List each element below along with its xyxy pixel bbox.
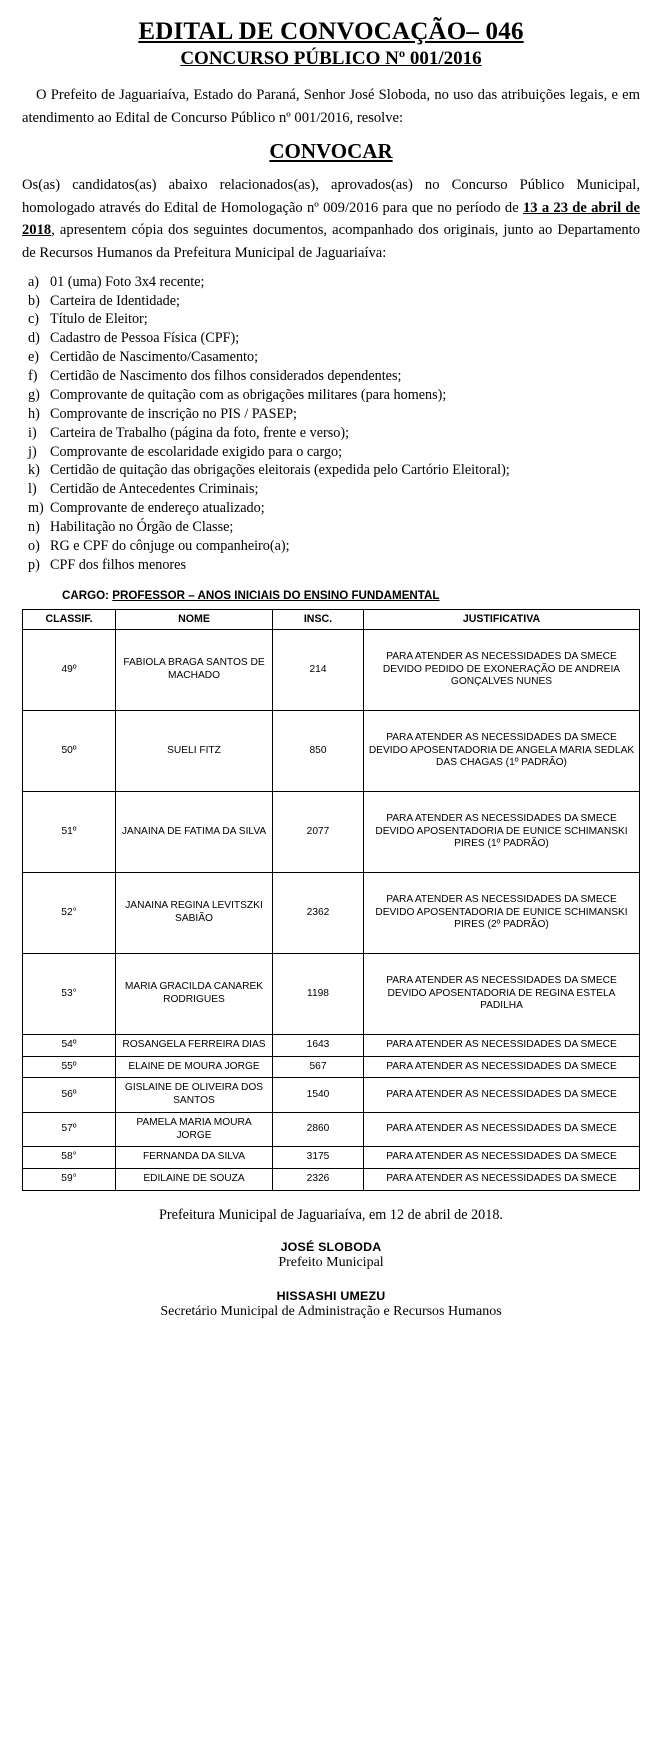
cell-nome: MARIA GRACILDA CANAREK RODRIGUES bbox=[116, 953, 273, 1034]
intro-paragraph-2-part1: Os(as) candidatos(as) abaixo relacionados(as), aprovados(as) no Concurso Público Municipal, homologado através do Edital de Homologação nº 009/2016 para que no período de bbox=[22, 177, 640, 216]
table-row bbox=[23, 791, 640, 872]
table-row bbox=[23, 1147, 640, 1169]
list-item bbox=[28, 329, 640, 348]
cell-insc: 567 bbox=[273, 1056, 364, 1078]
list-item bbox=[28, 386, 640, 405]
list-item bbox=[28, 310, 640, 329]
list-item-marker: g) bbox=[28, 386, 40, 403]
table-row bbox=[23, 710, 640, 791]
cell-nome: PAMELA MARIA MOURA JORGE bbox=[116, 1112, 273, 1147]
list-item-marker: h) bbox=[28, 405, 40, 422]
intro-paragraph-1: O Prefeito de Jaguariaíva, Estado do Paraná, Senhor José Sloboda, no uso das atribuições legais, e em atendimento ao Edital de Concurso Público nº 001/2016, resolve: bbox=[22, 87, 640, 126]
list-item bbox=[28, 556, 640, 575]
list-item-label: Carteira de Identidade; bbox=[50, 292, 180, 309]
list-item-marker: f) bbox=[28, 368, 38, 385]
signature-name: HISSASHI UMEZU bbox=[276, 1288, 386, 1303]
document-title-line1 bbox=[22, 18, 640, 46]
intro-paragraph-2-part2: , apresentem cópia dos seguintes documentos, acompanhado dos originais, junto ao Departamento de Recursos Humanos da Prefeitura Municipal de Jaguariaíva: bbox=[22, 222, 640, 262]
cargo-label: CARGO: bbox=[62, 588, 113, 602]
table-row bbox=[23, 872, 640, 953]
list-item-label: Comprovante de inscrição no PIS / PASEP; bbox=[50, 405, 297, 422]
document-title-line2-text: CONCURSO PÚBLICO Nº 001/2016 bbox=[180, 48, 482, 69]
cell-justificativa: PARA ATENDER AS NECESSIDADES DA SMECE DEVIDO PEDIDO DE EXONERAÇÃO DE ANDREIA GONÇALVES NUNES bbox=[364, 629, 640, 710]
cell-insc: 1198 bbox=[273, 953, 364, 1034]
document-title-line2 bbox=[22, 48, 640, 70]
list-item-label: Carteira de Trabalho (página da foto, frente e verso); bbox=[50, 424, 350, 441]
cell-justificativa: PARA ATENDER AS NECESSIDADES DA SMECE bbox=[364, 1169, 640, 1191]
footer-place-date: Prefeitura Municipal de Jaguariaíva, em 12 de abril de 2018. bbox=[159, 1206, 503, 1223]
cell-justificativa: PARA ATENDER AS NECESSIDADES DA SMECE DEVIDO APOSENTADORIA DE EUNICE SCHIMANSKI PIRES (1º PADRÃO) bbox=[364, 791, 640, 872]
list-item-marker: b) bbox=[28, 292, 40, 309]
table-row bbox=[23, 1112, 640, 1147]
required-documents-list bbox=[22, 273, 640, 575]
list-item-marker: n) bbox=[28, 519, 40, 536]
cell-nome: SUELI FITZ bbox=[116, 710, 273, 791]
cell-justificativa: PARA ATENDER AS NECESSIDADES DA SMECE DEVIDO APOSENTADORIA DE EUNICE SCHIMANSKI PIRES (2º PADRÃO) bbox=[364, 872, 640, 953]
list-item-label: Comprovante de endereço atualizado; bbox=[50, 500, 265, 517]
cell-justificativa: PARA ATENDER AS NECESSIDADES DA SMECE DEVIDO APOSENTADORIA DE REGINA ESTELA PADILHA bbox=[364, 953, 640, 1034]
cell-justificativa: PARA ATENDER AS NECESSIDADES DA SMECE bbox=[364, 1056, 640, 1078]
signature-block-secretario bbox=[22, 1289, 640, 1320]
cell-justificativa: PARA ATENDER AS NECESSIDADES DA SMECE bbox=[364, 1112, 640, 1147]
column-header-insc: INSC. bbox=[273, 609, 364, 629]
list-item bbox=[28, 461, 640, 480]
cell-classif: 59° bbox=[23, 1169, 116, 1191]
table-row bbox=[23, 953, 640, 1034]
cell-classif: 50º bbox=[23, 710, 116, 791]
cell-insc: 1643 bbox=[273, 1034, 364, 1056]
table-row bbox=[23, 1169, 640, 1191]
list-item-marker: j) bbox=[28, 443, 37, 460]
list-item bbox=[28, 367, 640, 386]
cell-classif: 49º bbox=[23, 629, 116, 710]
signature-block-prefeito bbox=[22, 1240, 640, 1271]
table-row bbox=[23, 629, 640, 710]
cell-nome: ELAINE DE MOURA JORGE bbox=[116, 1056, 273, 1078]
convocation-table bbox=[22, 609, 640, 1191]
list-item bbox=[28, 480, 640, 499]
list-item-label: Habilitação no Órgão de Classe; bbox=[50, 519, 234, 536]
list-item-label: 01 (uma) Foto 3x4 recente; bbox=[50, 273, 205, 290]
list-item-marker: l) bbox=[28, 481, 37, 498]
cell-nome: EDILAINE DE SOUZA bbox=[116, 1169, 273, 1191]
list-item-marker: i) bbox=[28, 424, 37, 441]
cell-insc: 850 bbox=[273, 710, 364, 791]
list-item-marker: m) bbox=[28, 500, 44, 517]
cell-insc: 1540 bbox=[273, 1078, 364, 1113]
list-item-marker: c) bbox=[28, 311, 40, 328]
document-title-line1-text: EDITAL DE CONVOCAÇÃO– 046 bbox=[138, 18, 524, 45]
cell-classif: 54º bbox=[23, 1034, 116, 1056]
list-item bbox=[28, 273, 640, 292]
cell-justificativa: PARA ATENDER AS NECESSIDADES DA SMECE DEVIDO APOSENTADORIA DE ANGELA MARIA SEDLAK DAS CHAGAS (1º PADRÃO) bbox=[364, 710, 640, 791]
list-item-marker: d) bbox=[28, 330, 40, 347]
list-item-label: Certidão de Nascimento/Casamento; bbox=[50, 349, 259, 366]
list-item-marker: o) bbox=[28, 537, 40, 554]
convocar-heading: CONVOCAR bbox=[269, 139, 393, 164]
table-row bbox=[23, 1056, 640, 1078]
signature-role: Secretário Municipal de Administração e Recursos Humanos bbox=[160, 1303, 502, 1319]
cell-classif: 56º bbox=[23, 1078, 116, 1113]
list-item bbox=[28, 348, 640, 367]
cell-justificativa: PARA ATENDER AS NECESSIDADES DA SMECE bbox=[364, 1034, 640, 1056]
list-item-label: Certidão de Nascimento dos filhos considerados dependentes; bbox=[50, 368, 402, 385]
intro-period-highlight: 13 a 23 de abril de 2018 bbox=[22, 199, 640, 239]
cell-classif: 51º bbox=[23, 791, 116, 872]
cell-justificativa: PARA ATENDER AS NECESSIDADES DA SMECE bbox=[364, 1147, 640, 1169]
cell-classif: 53° bbox=[23, 953, 116, 1034]
cell-insc: 2860 bbox=[273, 1112, 364, 1147]
list-item bbox=[28, 518, 640, 537]
list-item-label: Comprovante de quitação com as obrigações militares (para homens); bbox=[50, 386, 447, 403]
list-item-label: Cadastro de Pessoa Física (CPF); bbox=[50, 330, 240, 347]
intro-paragraph-2 bbox=[22, 174, 640, 264]
cell-nome: ROSANGELA FERREIRA DIAS bbox=[116, 1034, 273, 1056]
list-item-label: Título de Eleitor; bbox=[50, 311, 148, 328]
list-item bbox=[28, 405, 640, 424]
list-item bbox=[28, 537, 640, 556]
list-item-label: Comprovante de escolaridade exigido para o cargo; bbox=[50, 443, 343, 460]
cell-nome: GISLAINE DE OLIVEIRA DOS SANTOS bbox=[116, 1078, 273, 1113]
list-item-marker: a) bbox=[28, 273, 40, 290]
cargo-line bbox=[62, 589, 640, 602]
signature-name: JOSÉ SLOBODA bbox=[280, 1239, 382, 1254]
table-row bbox=[23, 1034, 640, 1056]
list-item-label: Certidão de Antecedentes Criminais; bbox=[50, 481, 259, 498]
cell-classif: 55º bbox=[23, 1056, 116, 1078]
column-header-justificativa: JUSTIFICATIVA bbox=[364, 609, 640, 629]
list-item-marker: e) bbox=[28, 349, 40, 366]
table-row bbox=[23, 1078, 640, 1113]
cell-nome: FABIOLA BRAGA SANTOS DE MACHADO bbox=[116, 629, 273, 710]
column-header-nome: NOME bbox=[116, 609, 273, 629]
list-item bbox=[28, 443, 640, 462]
list-item-marker: p) bbox=[28, 556, 40, 573]
list-item bbox=[28, 292, 640, 311]
cell-insc: 214 bbox=[273, 629, 364, 710]
cell-insc: 3175 bbox=[273, 1147, 364, 1169]
list-item-marker: k) bbox=[28, 462, 40, 479]
cell-insc: 2362 bbox=[273, 872, 364, 953]
cell-nome: FERNANDA DA SILVA bbox=[116, 1147, 273, 1169]
list-item bbox=[28, 424, 640, 443]
cell-classif: 58° bbox=[23, 1147, 116, 1169]
cell-nome: JANAINA DE FATIMA DA SILVA bbox=[116, 791, 273, 872]
cell-justificativa: PARA ATENDER AS NECESSIDADES DA SMECE bbox=[364, 1078, 640, 1113]
signature-role: Prefeito Municipal bbox=[278, 1254, 384, 1270]
list-item-label: CPF dos filhos menores bbox=[50, 556, 186, 573]
cell-classif: 57º bbox=[23, 1112, 116, 1147]
list-item-label: RG e CPF do cônjuge ou companheiro(a); bbox=[50, 537, 290, 554]
cell-insc: 2326 bbox=[273, 1169, 364, 1191]
cell-nome: JANAINA REGINA LEVITSZKI SABIÃO bbox=[116, 872, 273, 953]
list-item-label: Certidão de quitação das obrigações eleitorais (expedida pelo Cartório Eleitoral); bbox=[50, 462, 510, 479]
table-header-row bbox=[23, 609, 640, 629]
list-item bbox=[28, 499, 640, 518]
column-header-classif: CLASSIF. bbox=[23, 609, 116, 629]
cell-insc: 2077 bbox=[273, 791, 364, 872]
cargo-value: PROFESSOR – ANOS INICIAIS DO ENSINO FUNDAMENTAL bbox=[112, 588, 440, 602]
cell-classif: 52° bbox=[23, 872, 116, 953]
